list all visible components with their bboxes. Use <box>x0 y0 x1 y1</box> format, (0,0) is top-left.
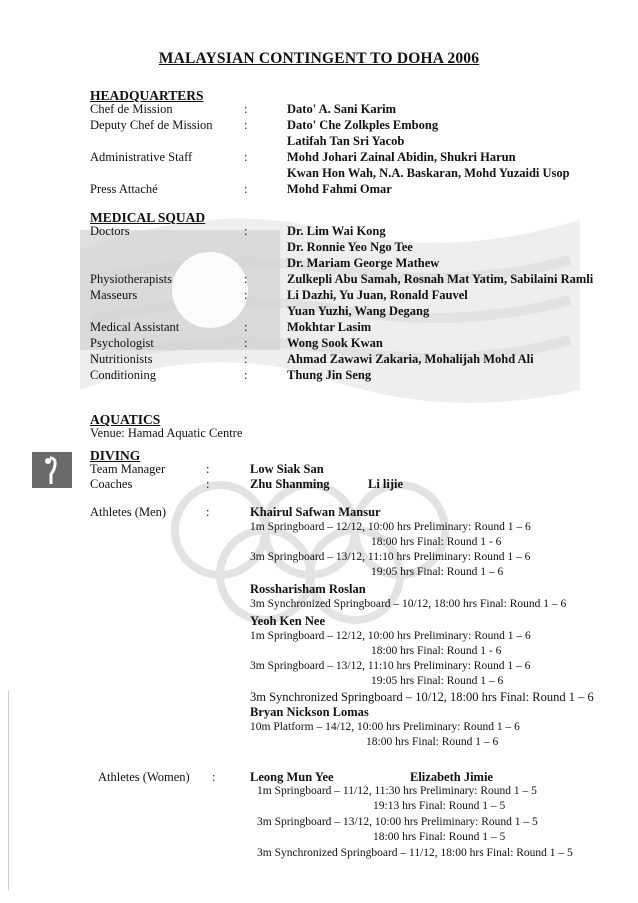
event-line: 19:13 hrs Final: Round 1 – 5 <box>373 800 506 812</box>
medical-heading: MEDICAL SQUAD <box>90 210 206 225</box>
hq-colon: : <box>244 182 248 196</box>
medical-name: Dr. Lim Wai Kong <box>287 224 386 238</box>
medical-name: Ahmad Zawawi Zakaria, Mohalijah Mohd Ali <box>287 352 534 366</box>
athletes-women-label: Athletes (Women) <box>98 770 190 784</box>
page-title: MALAYSIAN CONTINGENT TO DOHA 2006 <box>158 50 480 67</box>
event-line: 10m Platform – 14/12, 10:00 hrs Preliminary: Round 1 – 6 <box>250 721 520 733</box>
hq-label: Press Attaché <box>90 182 158 196</box>
hq-name: Mohd Fahmi Omar <box>287 182 392 196</box>
coaches-colon: : <box>206 477 210 491</box>
medical-name: Yuan Yuzhi, Wang Degang <box>287 304 430 318</box>
event-line: 1m Springboard – 12/12, 10:00 hrs Preliminary: Round 1 – 6 <box>250 521 531 533</box>
athlete-name: Leong Mun Yee <box>250 770 334 784</box>
hq-label: Deputy Chef de Mission <box>90 118 213 132</box>
athletes-men-colon: : <box>206 505 210 519</box>
hq-label: Administrative Staff <box>90 150 193 164</box>
scan-edge-line <box>8 690 9 890</box>
medical-label: Nutritionists <box>90 352 153 366</box>
event-line: 3m Synchronized Springboard – 11/12, 18:00 hrs Final: Round 1 – 5 <box>257 847 573 859</box>
coach-name: Li lijie <box>368 477 404 491</box>
athlete-name: Khairul Safwan Mansur <box>250 505 381 519</box>
medical-colon: : <box>244 224 248 238</box>
athlete-name: Elizabeth Jimie <box>410 770 493 784</box>
athlete-name: Rossharisham Roslan <box>250 582 366 596</box>
hq-name: Kwan Hon Wah, N.A. Baskaran, Mohd Yuzaidi Usop <box>287 166 570 180</box>
medical-colon: : <box>244 352 248 366</box>
medical-label: Doctors <box>90 224 130 238</box>
athletes-women-colon: : <box>212 770 216 784</box>
diving-heading: DIVING <box>90 448 141 463</box>
team-manager-colon: : <box>206 462 210 476</box>
medical-colon: : <box>244 336 248 350</box>
medical-name: Li Dazhi, Yu Juan, Ronald Fauvel <box>287 288 468 302</box>
star-icon <box>172 252 248 328</box>
hq-name: Latifah Tan Sri Yacob <box>287 134 405 148</box>
event-line: 19:05 hrs Final: Round 1 – 6 <box>371 675 504 687</box>
medical-label: Medical Assistant <box>90 320 180 334</box>
medical-label: Masseurs <box>90 288 138 302</box>
hq-colon: : <box>244 118 248 132</box>
medical-colon: : <box>244 368 248 382</box>
event-line: 3m Springboard – 13/12, 10:00 hrs Preliminary: Round 1 – 5 <box>257 816 538 828</box>
medical-label: Conditioning <box>90 368 156 382</box>
event-line: 18:00 hrs Final: Round 1 – 6 <box>366 736 499 748</box>
medical-name: Thung Jin Seng <box>287 368 372 382</box>
event-line: 19:05 hrs Final: Round 1 – 6 <box>371 566 504 578</box>
athlete-name: Bryan Nickson Lomas <box>250 705 369 719</box>
aquatics-heading: AQUATICS <box>90 412 161 427</box>
medical-colon: : <box>244 272 248 286</box>
athlete-name: Yeoh Ken Nee <box>250 614 325 628</box>
coaches-label: Coaches <box>90 477 133 491</box>
hq-label: Chef de Mission <box>90 102 173 116</box>
athletes-men-label: Athletes (Men) <box>90 505 167 519</box>
medical-name: Dr. Mariam George Mathew <box>287 256 440 270</box>
hq-colon: : <box>244 102 248 116</box>
event-line: 1m Springboard – 11/12, 11:30 hrs Preliminary: Round 1 – 5 <box>257 785 537 797</box>
event-line: 18:00 hrs Final: Round 1 - 6 <box>371 536 502 548</box>
medical-name: Wong Sook Kwan <box>287 336 383 350</box>
medical-name: Dr. Ronnie Yeo Ngo Tee <box>287 240 413 254</box>
venue-text: Venue: Hamad Aquatic Centre <box>90 426 243 440</box>
hq-name: Dato' Che Zolkples Embong <box>287 118 439 132</box>
event-line: 3m Springboard – 13/12, 11:10 hrs Preliminary: Round 1 – 6 <box>250 551 531 563</box>
event-line: 18:00 hrs Final: Round 1 – 5 <box>373 831 506 843</box>
medical-name: Mokhtar Lasim <box>287 320 372 334</box>
medical-label: Psychologist <box>90 336 154 350</box>
team-manager-name: Low Siak San <box>250 462 324 476</box>
team-manager-label: Team Manager <box>90 462 166 476</box>
event-line: 3m Synchronized Springboard – 10/12, 18:00 hrs Final: Round 1 – 6 <box>250 598 567 610</box>
medical-colon: : <box>244 320 248 334</box>
hq-colon: : <box>244 150 248 164</box>
medical-colon: : <box>244 288 248 302</box>
diving-logo-icon <box>32 452 72 488</box>
event-line: 1m Springboard – 12/12, 10:00 hrs Preliminary: Round 1 – 6 <box>250 630 531 642</box>
coach-name: Zhu Shanming <box>250 477 330 491</box>
event-line: 3m Springboard – 13/12, 11:10 hrs Preliminary: Round 1 – 6 <box>250 660 531 672</box>
hq-name: Mohd Johari Zainal Abidin, Shukri Harun <box>287 150 516 164</box>
medical-label: Physiotherapists <box>90 272 172 286</box>
headquarters-heading: HEADQUARTERS <box>90 88 204 103</box>
hq-name: Dato' A. Sani Karim <box>287 102 397 116</box>
medical-name: Zulkepli Abu Samah, Rosnah Mat Yatim, Sabilaini Ramli <box>287 272 594 286</box>
event-line: 18:00 hrs Final: Round 1 - 6 <box>371 645 502 657</box>
event-line: 3m Synchronized Springboard – 10/12, 18:00 hrs Final: Round 1 – 6 <box>250 690 594 704</box>
